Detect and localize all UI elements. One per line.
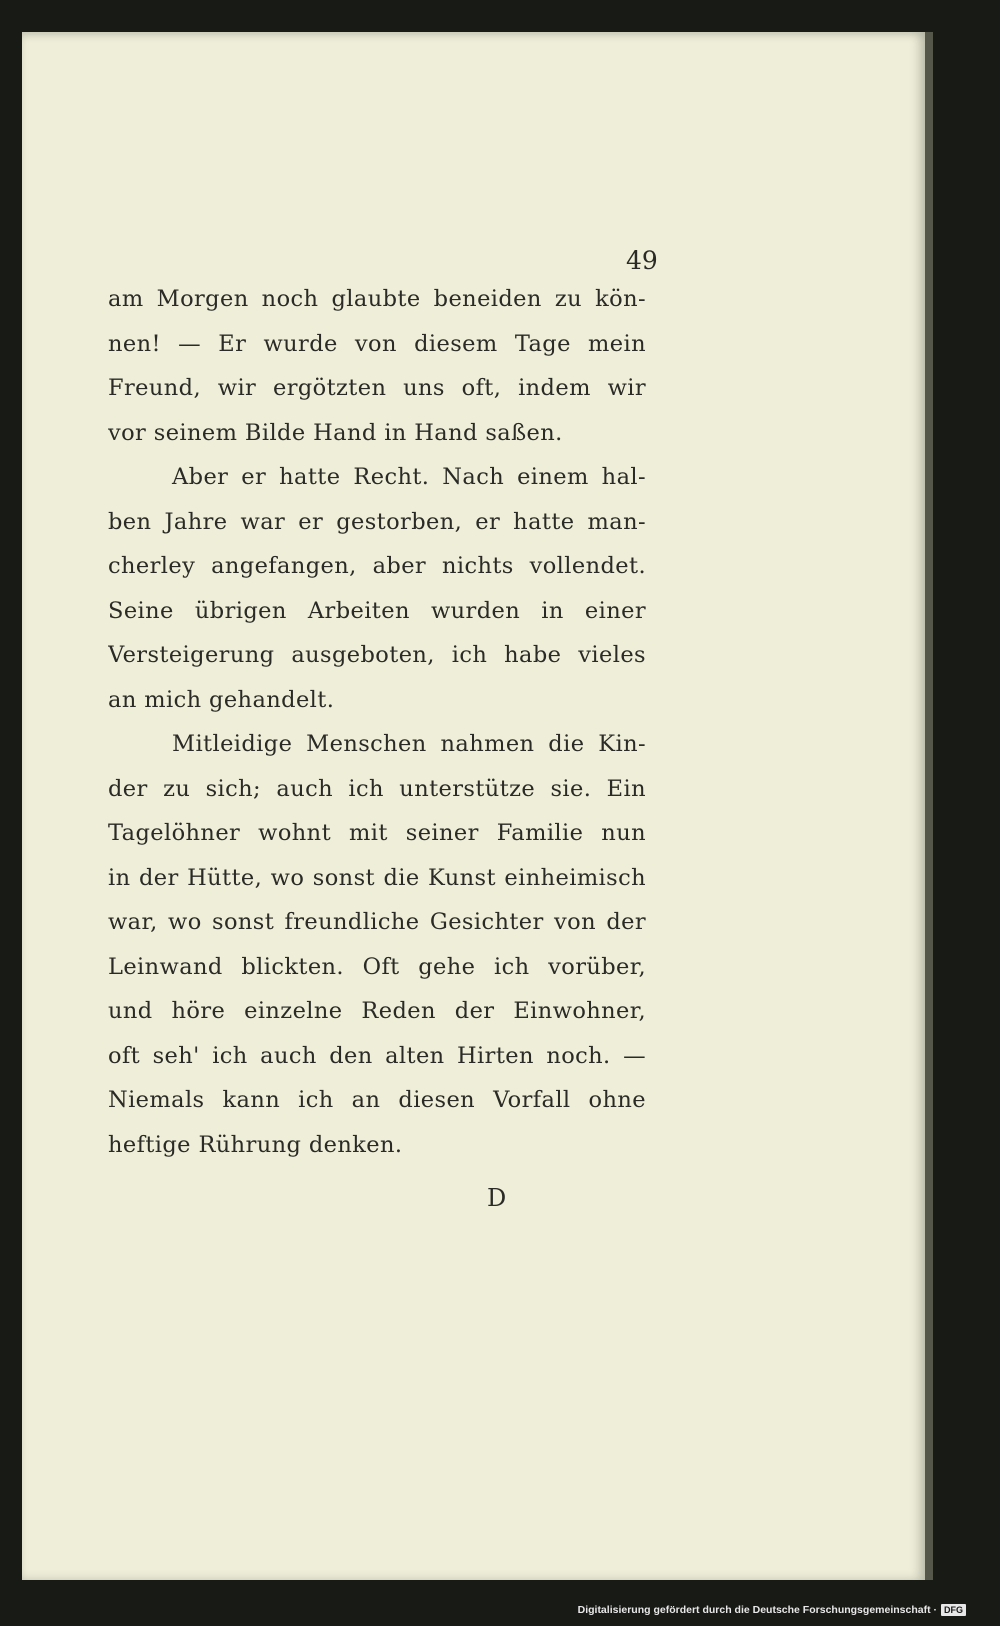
text-line: nen! — Er wurde von diesem Tage mein	[108, 330, 646, 357]
text-line: oft seh' ich auch den alten Hirten noch. —	[108, 1042, 646, 1069]
text-line: Leinwand blickten. Oft gehe ich vorüber,	[108, 953, 646, 980]
text-line: an mich gehandelt.	[108, 686, 335, 713]
text-line: Niemals kann ich an diesen Vorfall ohne	[108, 1087, 646, 1113]
page-edge-shadow	[925, 32, 933, 1580]
text-line: Mitleidige Menschen nahmen die Kin-	[172, 731, 646, 757]
text-line: am Morgen noch glaubte beneiden zu kön-	[108, 286, 646, 312]
footer-text: Digitalisierung gefördert durch die Deutsche Forschungsgemeinschaft ·	[577, 1604, 937, 1616]
text-line: der zu sich; auch ich unterstütze sie. Ein	[108, 775, 646, 802]
text-line: ben Jahre war er gestorben, er hatte man-	[108, 508, 646, 535]
body-text	[108, 277, 646, 1167]
text-line: Versteigerung ausgeboten, ich habe vieles	[108, 642, 646, 668]
text-line: cherley angefangen, aber nichts vollendet.	[108, 553, 646, 579]
text-line: Seine übrigen Arbeiten wurden in einer	[108, 597, 646, 624]
text-line: Aber er hatte Recht. Nach einem hal-	[172, 464, 646, 490]
signature-mark: D	[487, 1184, 507, 1212]
dfg-logo: DFG	[941, 1604, 966, 1616]
text-line: in der Hütte, wo sonst die Kunst einheimisch	[108, 864, 646, 891]
text-line: vor seinem Bilde Hand in Hand saßen.	[108, 419, 563, 446]
page-number: 49	[626, 246, 658, 275]
text-line: und höre einzelne Reden der Einwohner,	[108, 998, 646, 1024]
digitization-footer	[578, 1604, 966, 1616]
text-line: Tagelöhner wohnt mit seiner Familie nun	[108, 820, 646, 846]
text-line: heftige Rührung denken.	[108, 1131, 403, 1158]
text-line: Freund, wir ergötzten uns oft, indem wir	[108, 375, 646, 401]
text-line: war, wo sonst freundliche Gesichter von der	[108, 909, 646, 935]
